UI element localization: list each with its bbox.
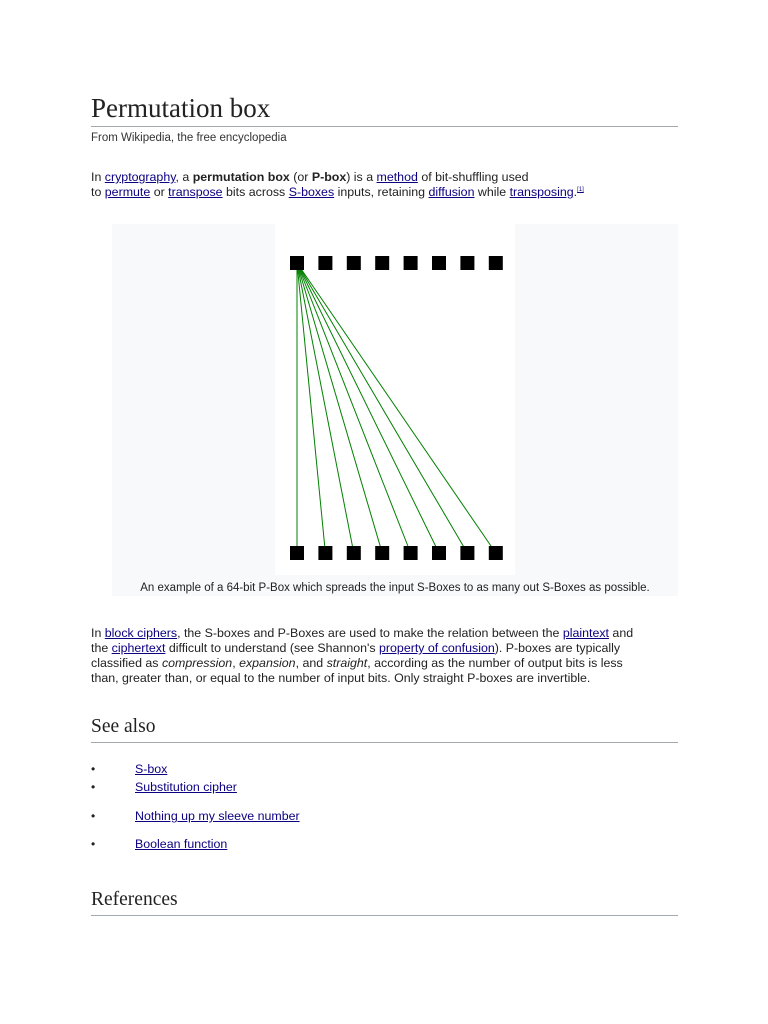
pbox-diagram-svg: [275, 224, 515, 575]
link-permute[interactable]: permute: [104, 185, 151, 199]
text: , a: [175, 170, 193, 184]
text: In: [91, 626, 105, 640]
input-box: [347, 256, 361, 270]
link-ciphertext[interactable]: ciphertext: [111, 641, 166, 655]
see-also-heading: See also: [91, 715, 678, 743]
link-block-ciphers[interactable]: block ciphers: [104, 626, 178, 640]
article: [91, 92, 678, 916]
text: or: [150, 185, 169, 199]
connection-line: [297, 263, 354, 553]
text: to: [91, 185, 105, 199]
link-diffusion[interactable]: diffusion: [428, 185, 475, 199]
text: In: [91, 170, 105, 184]
input-box: [318, 256, 332, 270]
bold-term: permutation box: [192, 170, 290, 184]
references-heading: References: [91, 888, 678, 916]
text: ,: [232, 656, 240, 670]
figure-caption: An example of a 64-bit P-Box which spreads the input S-Boxes to as many out S-Boxes as possible.: [140, 582, 650, 594]
output-box: [489, 546, 503, 560]
input-box: [489, 256, 503, 270]
link-cryptography[interactable]: cryptography: [104, 170, 176, 184]
text: , according as the number of output bits is less: [367, 656, 623, 670]
body-paragraph: [91, 626, 678, 686]
text: than, greater than, or equal to the number of input bits. Only straight P-boxes are invertible.: [91, 671, 591, 685]
text: the: [91, 641, 112, 655]
figure: [112, 224, 678, 596]
connection-line: [297, 263, 382, 553]
pbox-diagram: [275, 224, 515, 575]
output-box: [375, 546, 389, 560]
connection-line: [297, 263, 496, 553]
intro-paragraph: [91, 170, 678, 200]
input-box: [460, 256, 474, 270]
emphasis: compression: [161, 656, 233, 670]
output-box: [404, 546, 418, 560]
connection-line: [297, 263, 439, 553]
input-box: [375, 256, 389, 270]
reference-link[interactable]: [1]: [577, 186, 584, 193]
output-box: [460, 546, 474, 560]
bullet: •: [91, 762, 96, 776]
page-title: Permutation box: [91, 92, 678, 127]
link-plaintext[interactable]: plaintext: [562, 626, 609, 640]
input-box: [404, 256, 418, 270]
see-also-list: [91, 743, 678, 851]
link-property-of-confusion[interactable]: property of confusion: [379, 641, 495, 655]
text: , and: [295, 656, 327, 670]
text: ) is a: [346, 170, 377, 184]
link-boolean-function[interactable]: Boolean function: [135, 837, 228, 851]
bullet: •: [91, 780, 96, 794]
link-substitution-cipher[interactable]: Substitution cipher: [135, 780, 237, 794]
bold-term: P-box: [311, 170, 347, 184]
output-box: [318, 546, 332, 560]
text: difficult to understand (see Shannon's: [165, 641, 380, 655]
text: while: [474, 185, 510, 199]
connection-line: [297, 263, 467, 553]
input-box: [432, 256, 446, 270]
text: bits across: [222, 185, 289, 199]
text: inputs, retaining: [334, 185, 429, 199]
link-transposing[interactable]: transposing: [509, 185, 574, 199]
output-box: [290, 546, 304, 560]
output-box: [432, 546, 446, 560]
bullet: •: [91, 837, 96, 851]
text: and: [608, 626, 634, 640]
text: of bit-shuffling used: [417, 170, 529, 184]
link-s-boxes[interactable]: S-boxes: [288, 185, 335, 199]
link-transpose[interactable]: transpose: [168, 185, 223, 199]
text: classified as: [91, 656, 162, 670]
emphasis: expansion: [239, 656, 296, 670]
tagline: From Wikipedia, the free encyclopedia: [91, 132, 287, 144]
link-nothing-up-my-sleeve-number[interactable]: Nothing up my sleeve number: [135, 809, 300, 823]
link-s-box[interactable]: S-box: [135, 762, 168, 776]
output-box: [347, 546, 361, 560]
text: , the S-boxes and P-Boxes are used to make the relation between the: [177, 626, 563, 640]
link-method[interactable]: method: [376, 170, 418, 184]
connection-line: [297, 263, 325, 553]
input-box: [290, 256, 304, 270]
text: (or: [289, 170, 312, 184]
bullet: •: [91, 809, 96, 823]
connection-line: [297, 263, 411, 553]
text: .: [573, 185, 578, 199]
emphasis: straight: [326, 656, 368, 670]
text: ). P-boxes are typically: [494, 641, 621, 655]
